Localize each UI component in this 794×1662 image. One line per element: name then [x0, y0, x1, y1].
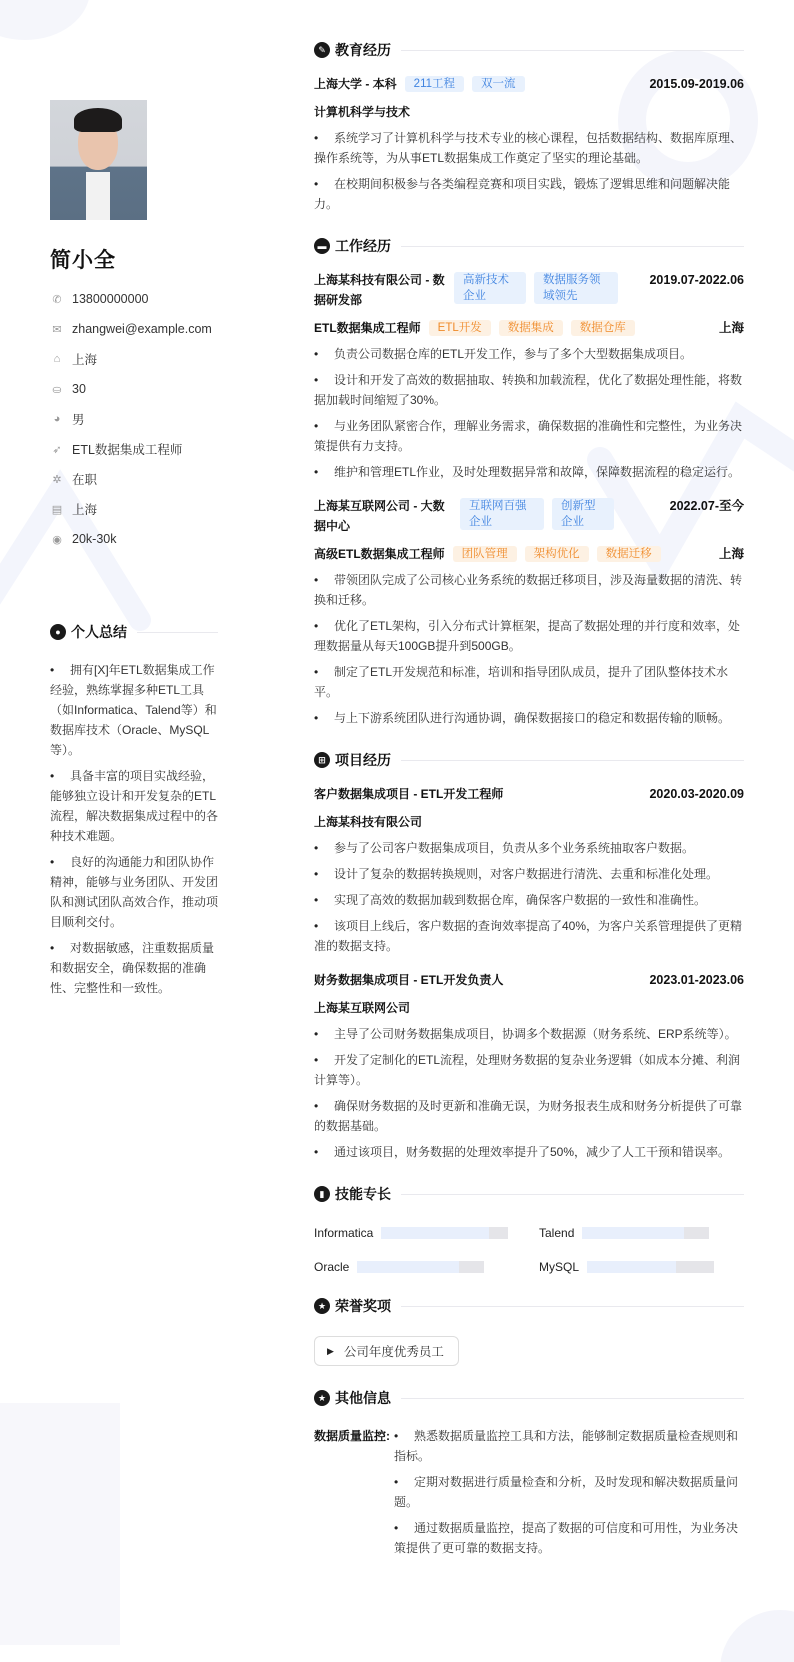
- summary-section: [50, 622, 218, 1004]
- work-bullets: [314, 570, 744, 728]
- company-name: 上海某互联网公司 - 大数据中心: [314, 499, 445, 533]
- project-name: 客户数据集成项目 - ETL开发工程师: [314, 787, 504, 801]
- list-item: • 与业务团队紧密合作，理解业务需求，确保数据的准确性和完整性，为业务决策提供有力支持。: [314, 416, 744, 456]
- divider: [401, 50, 744, 51]
- school-tag: 双一流: [472, 76, 525, 92]
- background-decoration: [0, 1403, 120, 1645]
- list-item: • 开发了定制化的ETL流程，处理财务数据的复杂业务逻辑（如成本分摊、利润计算等）。: [314, 1050, 744, 1090]
- awards-section: [314, 1296, 744, 1366]
- section-title: ▮ 技能专长: [314, 1184, 744, 1204]
- list-item: • 该项目上线后，客户数据的查询效率提高了40%，为客户关系管理提供了更精准的数据支持。: [314, 916, 744, 956]
- divider: [401, 1194, 744, 1195]
- education-section: [314, 40, 744, 214]
- school-tag: 211工程: [405, 76, 464, 92]
- work-entry: [314, 270, 744, 482]
- work-entry: [314, 496, 744, 728]
- list-item: • 确保财务数据的及时更新和准确无误，为财务报表生成和财务分析提供了可靠的数据基础。: [314, 1096, 744, 1136]
- school-name: 上海大学 - 本科: [314, 77, 397, 91]
- info-city: [50, 344, 220, 374]
- info-value: 13800000000: [72, 292, 149, 306]
- skill-bar: [381, 1227, 508, 1239]
- salary-icon: ◉: [52, 533, 62, 546]
- other-info-bullets: [394, 1426, 744, 1564]
- skill-bar: [357, 1261, 484, 1273]
- award-icon: ★: [314, 1390, 330, 1406]
- cake-icon: ⛀: [52, 383, 62, 396]
- info-gender: [50, 404, 220, 434]
- info-value: ETL数据集成工程师: [72, 443, 183, 457]
- list-item: • 设计了复杂的数据转换规则，对客户数据进行清洗、去重和标准化处理。: [314, 864, 744, 884]
- avatar: [50, 100, 147, 220]
- work-bullets: [314, 344, 744, 482]
- work-section: [314, 236, 744, 728]
- education-entry: [314, 74, 744, 214]
- date-range: 2023.01-2023.06: [649, 973, 744, 987]
- section-title: ★ 其他信息: [314, 1388, 744, 1408]
- project-bullets: [314, 1024, 744, 1162]
- list-item: • 主导了公司财务数据集成项目，协调多个数据源（财务系统、ERP系统等）。: [314, 1024, 744, 1044]
- award-label: 公司年度优秀员工: [343, 1345, 444, 1359]
- section-title: ▬ 工作经历: [314, 236, 744, 256]
- other-info-section: [314, 1388, 744, 1564]
- other-info-row: [314, 1426, 744, 1564]
- project-name: 财务数据集成项目 - ETL开发负责人: [314, 973, 504, 987]
- skill-item: [539, 1260, 744, 1274]
- role-tag: 团队管理: [453, 546, 517, 562]
- date-range: 2015.09-2019.06: [649, 77, 744, 91]
- info-salary: [50, 524, 220, 554]
- location: 上海: [718, 547, 744, 561]
- list-item: • 与上下游系统团队进行沟通协调，确保数据接口的稳定和数据传输的顺畅。: [314, 708, 744, 728]
- divider: [137, 632, 218, 633]
- skill-name: Informatica: [314, 1226, 374, 1240]
- skill-item: [539, 1226, 744, 1240]
- divider: [401, 246, 744, 247]
- company-tag: 创新型企业: [552, 498, 614, 530]
- award-icon: ★: [314, 1298, 330, 1314]
- candidate-name: 简小全: [50, 249, 116, 272]
- major: 计算机科学与技术: [314, 105, 411, 119]
- award-item[interactable]: [314, 1336, 459, 1366]
- location: 上海: [718, 321, 744, 335]
- divider: [401, 1306, 744, 1307]
- list-item: • 通过该项目，财务数据的处理效率提升了50%，减少了人工干预和错误率。: [314, 1142, 744, 1162]
- role-tag: 数据迁移: [597, 546, 661, 562]
- list-item: • 维护和管理ETL作业，及时处理数据异常和故障，保障数据流程的稳定运行。: [314, 462, 744, 482]
- skill-name: Oracle: [314, 1260, 350, 1274]
- education-bullets: [314, 128, 744, 214]
- background-decoration: [720, 1610, 794, 1662]
- summary-list: [50, 660, 218, 998]
- info-work-city: [50, 494, 220, 524]
- section-title: ⊞ 项目经历: [314, 750, 744, 770]
- background-decoration: [0, 0, 90, 40]
- mail-icon: ✉: [52, 323, 62, 336]
- list-item: • 在校期间积极参与各类编程竞赛和项目实践，锻炼了逻辑思维和问题解决能力。: [314, 174, 744, 214]
- list-item: • 参与了公司客户数据集成项目，负责从多个业务系统抽取客户数据。: [314, 838, 744, 858]
- info-phone: [50, 284, 220, 314]
- home-icon: ⌂: [53, 353, 61, 365]
- job-title: 高级ETL数据集成工程师: [314, 547, 445, 561]
- project-entry: [314, 784, 744, 956]
- skill-name: MySQL: [539, 1260, 580, 1274]
- skill-bar: [582, 1227, 709, 1239]
- grid-icon: ⊞: [314, 752, 330, 768]
- role-tag: ETL开发: [429, 320, 491, 336]
- project-bullets: [314, 838, 744, 956]
- date-range: 2022.07-至今: [669, 499, 744, 513]
- info-email: [50, 314, 220, 344]
- section-title: ● 个人总结: [50, 622, 218, 642]
- list-item: • 通过数据质量监控，提高了数据的可信度和可用性，为业务决策提供了更可靠的数据支持。: [394, 1518, 744, 1558]
- list-item: • 拥有[X]年ETL数据集成工作经验，熟练掌握多种ETL工具（如Informatica、Talend等）和数据库技术（Oracle、MySQL等）。: [50, 660, 218, 760]
- graduation-cap-icon: ✎: [314, 42, 330, 58]
- briefcase-icon: ▬: [314, 238, 330, 254]
- bar-chart-icon: ▮: [314, 1186, 330, 1202]
- list-item: • 良好的沟通能力和团队协作精神，能够与业务团队、开发团队和测试团队高效合作，推动项目顺利交付。: [50, 852, 218, 932]
- date-range: 2019.07-2022.06: [649, 273, 744, 287]
- info-value: zhangwei@example.com: [72, 322, 212, 336]
- list-item: • 系统学习了计算机科学与技术专业的核心课程，包括数据结构、数据库原理、操作系统等，为从事ETL数据集成工作奠定了坚实的理论基础。: [314, 128, 744, 168]
- section-title: ✎ 教育经历: [314, 40, 744, 60]
- info-value: 在职: [72, 473, 98, 487]
- company-tag: 高新技术企业: [454, 272, 526, 304]
- skill-bar: [587, 1261, 714, 1273]
- contact-info-list: [50, 284, 220, 554]
- list-item: • 带领团队完成了公司核心业务系统的数据迁移项目，涉及海量数据的清洗、转换和迁移。: [314, 570, 744, 610]
- play-triangle-icon: ▶: [327, 1345, 334, 1356]
- project-company: 上海某互联网公司: [314, 1001, 411, 1015]
- skill-item: [314, 1260, 519, 1274]
- info-status: [50, 464, 220, 494]
- skill-item: [314, 1226, 519, 1240]
- info-value: 上海: [72, 503, 98, 517]
- list-item: • 优化了ETL架构，引入分布式计算框架，提高了数据处理的并行度和效率，处理数据量从每天100GB提升到500GB。: [314, 616, 744, 656]
- info-value: 30: [72, 382, 86, 396]
- info-age: [50, 374, 220, 404]
- project-entry: [314, 970, 744, 1162]
- skills-grid: [314, 1226, 744, 1274]
- send-icon: ➶: [52, 443, 62, 456]
- list-item: • 具备丰富的项目实战经验，能够独立设计和开发复杂的ETL流程，解决数据集成过程中的各种技术难题。: [50, 766, 218, 846]
- company-name: 上海某科技有限公司 - 数据研发部: [314, 273, 445, 307]
- company-tag: 互联网百强企业: [460, 498, 544, 530]
- divider: [401, 760, 744, 761]
- info-job-target: [50, 434, 220, 464]
- info-value: 男: [72, 413, 85, 427]
- main-content: [314, 40, 744, 1586]
- building-icon: ▤: [51, 503, 63, 516]
- divider: [401, 1398, 744, 1399]
- list-item: • 对数据敏感，注重数据质量和数据安全，确保数据的准确性、完整性和一致性。: [50, 938, 218, 998]
- list-item: • 实现了高效的数据加载到数据仓库，确保客户数据的一致性和准确性。: [314, 890, 744, 910]
- date-range: 2020.03-2020.09: [649, 787, 744, 801]
- role-tag: 数据集成: [499, 320, 563, 336]
- project-company: 上海某科技有限公司: [314, 815, 423, 829]
- list-item: • 熟悉数据质量监控工具和方法，能够制定数据质量检查规则和指标。: [394, 1426, 744, 1466]
- projects-section: [314, 750, 744, 1162]
- profile-sidebar: [50, 100, 220, 554]
- list-item: • 设计和开发了高效的数据抽取、转换和加载流程，优化了数据处理性能，将数据加载时间缩短了30%。: [314, 370, 744, 410]
- section-title: ★ 荣誉奖项: [314, 1296, 744, 1316]
- skills-section: [314, 1184, 744, 1274]
- company-tag: 数据服务领域领先: [534, 272, 618, 304]
- role-tag: 数据仓库: [571, 320, 635, 336]
- job-title: ETL数据集成工程师: [314, 321, 421, 335]
- role-tag: 架构优化: [525, 546, 589, 562]
- info-value: 20k-30k: [72, 532, 117, 546]
- skill-name: Talend: [539, 1226, 575, 1240]
- info-value: 上海: [72, 353, 98, 367]
- user-icon: ●: [50, 624, 66, 640]
- list-item: • 定期对数据进行质量检查和分析，及时发现和解决数据质量问题。: [394, 1472, 744, 1512]
- list-item: • 负责公司数据仓库的ETL开发工作，参与了多个大型数据集成项目。: [314, 344, 744, 364]
- gender-icon: ◕: [53, 413, 61, 425]
- list-item: • 制定了ETL开发规范和标准，培训和指导团队成员，提升了团队整体技术水平。: [314, 662, 744, 702]
- status-icon: ✲: [52, 473, 62, 486]
- phone-icon: ✆: [52, 293, 62, 306]
- other-info-label: 数据质量监控:: [314, 1429, 390, 1443]
